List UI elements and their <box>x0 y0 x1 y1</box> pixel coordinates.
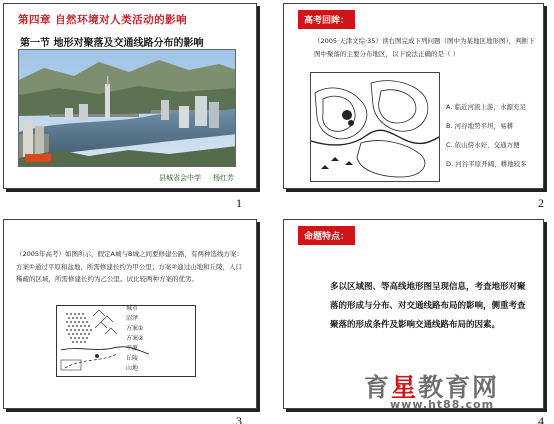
slide-1[interactable] <box>3 3 257 189</box>
option-b[interactable]: B. 河谷地势平坦，易耕 <box>446 122 514 130</box>
legend-item: 方案② <box>126 335 144 342</box>
legend-item: 沼泽 <box>126 315 139 322</box>
chapter-title: 第四章 自然环境对人类活动的影响 <box>18 14 188 26</box>
school-name: 县城省会中学 <box>159 174 201 182</box>
legend-item: 平原 <box>126 345 139 352</box>
city-river-photo <box>18 49 236 167</box>
page-number-4: 4 <box>538 414 544 424</box>
legend-item: 山地 <box>126 365 139 372</box>
slide-4[interactable] <box>283 219 544 409</box>
feature-tag: 命题特点： <box>298 226 355 245</box>
option-d[interactable]: D. 河谷平原开阔，耕地较多 <box>446 160 527 168</box>
page-number-2: 2 <box>538 196 544 210</box>
map-legend <box>126 304 143 374</box>
exam-question: （2005·天津文综·35）读右图完成下列问题（图中为某地区地形图），判断下图中聚落的主要分布地区，以下说法正确的是（ ） <box>314 37 535 58</box>
watermark-url: www.ht88.com <box>390 398 495 411</box>
legend-item: 方案① <box>126 325 144 332</box>
answer-options <box>446 98 538 174</box>
legend-item: 丘陵 <box>126 355 139 362</box>
page-number-1: 1 <box>236 196 242 210</box>
option-a[interactable]: A. 临近河流上游，水源充足 <box>446 103 526 111</box>
page-number-3: 3 <box>236 414 242 424</box>
feature-text: 多以区域图、等高线地形图呈现信息，考查地形对聚落的形成与分布、对交通线路布局的影响，侧重考查聚落的形成条件及影响交通线路布局的因素。 <box>330 282 526 330</box>
watermark-part: 教育网 <box>418 373 500 402</box>
option-c[interactable]: C. 依山傍水好，交通方便 <box>446 141 520 149</box>
slide-2[interactable] <box>283 3 544 189</box>
contour-map <box>310 72 440 182</box>
watermark-star: 星 <box>391 373 419 402</box>
watermark-part: 育 <box>364 373 392 402</box>
slide-3[interactable] <box>3 219 257 409</box>
author-name: 杨红芳 <box>213 174 234 182</box>
section-subtitle: 第一节 地形对聚落及交通线路分布的影响 <box>20 38 204 49</box>
review-tag: 高考回眸： <box>298 10 355 29</box>
question-text: （2005年高考）如图所示，假定A城与B城之间要修建公路，有两种选线方案：方案①通过平原和盆地，所需修建长约为甲公里；方案②通过山地和丘陵，人口稀疏的区域，所需修建长约为乙公里。试比较两种方案的优劣。 <box>16 250 243 283</box>
legend-item: 城市 <box>126 305 139 312</box>
